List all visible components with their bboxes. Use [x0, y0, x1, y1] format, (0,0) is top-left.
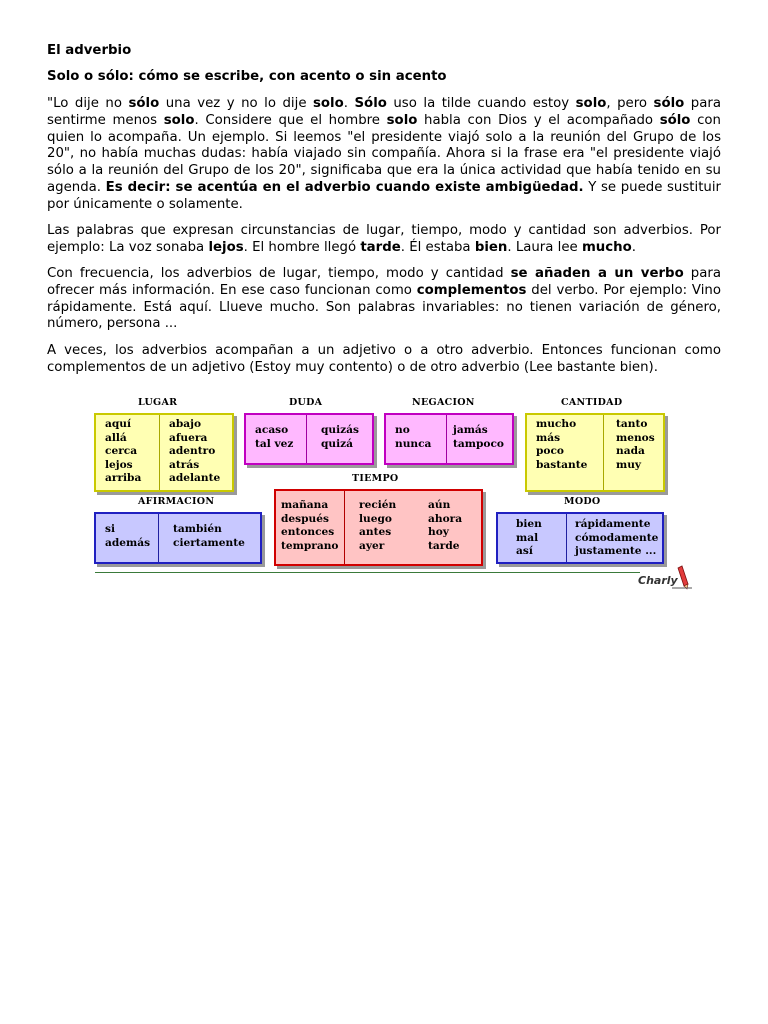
- paragraph-solo: [47, 96, 721, 214]
- adverb: tampoco: [453, 437, 504, 450]
- text: . El hombre llegó: [243, 239, 361, 255]
- afirmacion-label: AFIRMACION: [138, 496, 215, 507]
- adverb: así: [516, 545, 533, 558]
- adverb: más: [536, 431, 561, 444]
- text: Y se puede sustituir por únicamente o solamente.: [47, 179, 721, 212]
- adverb: cerca: [105, 445, 138, 458]
- bold-word: sólo: [653, 96, 685, 111]
- adverb: no: [395, 424, 410, 436]
- adverb: atrás: [169, 458, 200, 471]
- text: "Lo dije no: [47, 96, 129, 111]
- paragraph-adjectives: A veces, los adverbios acompañan a un adjetivo o a otro adverbio. Entonces funcionan como complementos de un adjetivo (Estoy muy contento) o de otro adverbio (Lee bastante bien).: [47, 343, 721, 375]
- duda-col-2: [306, 415, 372, 463]
- modo-col-2: [566, 514, 662, 562]
- paragraph-definition: [47, 223, 721, 257]
- afirmacion-col-1: [96, 514, 158, 562]
- adverb: aquí: [105, 418, 131, 430]
- cantidad-label: CANTIDAD: [561, 397, 623, 408]
- text: del verbo. Por ejemplo: Vino rápidamente. Está aquí. Llueve mucho. Son palabras invariables: no tienen variación de género, número, persona ...: [47, 282, 721, 332]
- lugar-label: LUGAR: [138, 397, 178, 408]
- adverb: si: [105, 523, 115, 535]
- text: , pero: [606, 96, 654, 111]
- cantidad-box: [525, 413, 665, 492]
- adverb: bastante: [536, 458, 588, 471]
- adverb: tarde: [428, 539, 460, 552]
- adverb: además: [105, 536, 151, 549]
- adverb: quizá: [321, 437, 354, 450]
- page-title: El adverbio: [47, 43, 132, 58]
- negacion-box: [384, 413, 514, 465]
- bold-word: solo: [386, 112, 418, 128]
- adverb: arriba: [105, 472, 142, 485]
- cantidad-col-1: [527, 415, 603, 490]
- lugar-col-2: [159, 415, 232, 490]
- adverb: adelante: [169, 472, 221, 485]
- adverb: bien: [516, 518, 542, 530]
- tiempo-col-2: [344, 491, 412, 564]
- adverb: ayer: [359, 539, 385, 552]
- bold-word: bien: [474, 239, 508, 255]
- negacion-col-1: [386, 415, 446, 463]
- bold-word: sólo: [128, 96, 160, 111]
- tiempo-label: TIEMPO: [352, 473, 399, 484]
- adverb: aún: [428, 499, 451, 511]
- bold-word: solo: [163, 112, 195, 128]
- adverb: rápidamente: [575, 518, 651, 530]
- adverb: ciertamente: [173, 536, 245, 549]
- adverb: tal vez: [255, 437, 294, 450]
- duda-label: DUDA: [289, 397, 323, 408]
- section-title: Solo o sólo: cómo se escribe, con acento o sin acento: [47, 69, 447, 84]
- modo-box: [496, 512, 664, 564]
- bold-word: solo: [313, 96, 344, 111]
- bold-word: complementos: [416, 282, 527, 298]
- bold-word: lejos: [208, 239, 244, 255]
- cantidad-col-2: [603, 415, 663, 490]
- text: Con frecuencia, los adverbios de lugar, tiempo, modo y cantidad: [47, 266, 511, 281]
- adverb: hoy: [428, 526, 449, 539]
- modo-label: MODO: [564, 496, 601, 507]
- adverb: allá: [105, 431, 127, 444]
- adverb: nunca: [395, 437, 432, 450]
- adverb: mañana: [281, 499, 329, 511]
- text: . Considere que el hombre: [194, 112, 387, 128]
- adverb: después: [281, 512, 329, 525]
- adverb: quizás: [321, 424, 359, 436]
- adverb: mucho: [536, 418, 577, 430]
- adverb: adentro: [169, 445, 216, 458]
- text: .: [343, 96, 355, 111]
- afirmacion-box: [94, 512, 262, 564]
- adverb-types-diagram: [88, 392, 692, 592]
- text: . Laura lee: [507, 239, 582, 255]
- text: habla con Dios y el acompañado: [417, 112, 660, 128]
- duda-col-1: [246, 415, 306, 463]
- adverb: temprano: [281, 539, 339, 552]
- adverb: antes: [359, 526, 392, 539]
- adverb: abajo: [169, 418, 202, 430]
- adverb: ahora: [428, 512, 463, 525]
- tiempo-col-1: [276, 491, 344, 564]
- duda-box: [244, 413, 374, 465]
- adverb: menos: [616, 431, 655, 444]
- divider-line: [95, 572, 640, 573]
- modo-col-1: [498, 514, 566, 562]
- charly-logo: [638, 564, 692, 592]
- adverb: también: [173, 523, 222, 535]
- text: Las palabras que expresan circunstancias de lugar, tiempo, modo y cantidad son adverbios. Por ejemplo: La voz sonaba: [47, 223, 721, 255]
- adverb: recién: [359, 499, 397, 511]
- text: . Él estaba: [400, 239, 475, 255]
- bold-phrase: se añaden a un verbo: [510, 266, 684, 281]
- text: con quien lo acompaña. Un ejemplo. Si leemos "el presidente viajó solo a la reunión del Grupo de los 20", no había muchas dudas: había viajado sin compañía. Ahora si la frase era "el presidente viajó sólo a la reunión del Grupo de los 20", significaba que era la única actividad que había tenido en su agenda.: [47, 112, 721, 195]
- adverb: acaso: [255, 424, 289, 436]
- adverb: luego: [359, 512, 392, 525]
- text: uso la tilde cuando estoy: [386, 96, 576, 111]
- adverb: jamás: [453, 424, 488, 436]
- adverb: entonces: [281, 526, 335, 539]
- tiempo-box: [274, 489, 483, 566]
- bold-word: tarde: [360, 239, 401, 255]
- negacion-label: NEGACION: [412, 397, 475, 408]
- lugar-col-1: [96, 415, 159, 490]
- text: para ofrecer más información. En ese caso funcionan como: [47, 266, 721, 298]
- bold-word: sólo: [659, 112, 691, 128]
- adverb: poco: [536, 445, 564, 458]
- adverb: cómodamente: [575, 531, 659, 544]
- tiempo-col-3: [412, 491, 481, 564]
- paragraph-verbs: [47, 266, 721, 333]
- bold-word: Sólo: [354, 96, 387, 111]
- text: para sentirme menos: [47, 96, 721, 128]
- adverb: afuera: [169, 431, 208, 444]
- adverb: justamente ...: [575, 545, 657, 558]
- text: una vez y no lo dije: [159, 96, 313, 111]
- logo-text: Charly: [638, 574, 678, 587]
- pencil-icon: [672, 564, 692, 590]
- adverb: mal: [516, 531, 539, 544]
- adverb: tanto: [616, 418, 648, 430]
- bold-rule: Es decir: se acentúa en el adverbio cuando existe ambigüedad.: [105, 179, 584, 195]
- negacion-col-2: [446, 415, 512, 463]
- bold-word: mucho: [581, 239, 632, 255]
- text: .: [631, 239, 636, 255]
- afirmacion-col-2: [158, 514, 260, 562]
- adverb: muy: [616, 458, 642, 471]
- bold-word: solo: [575, 96, 607, 111]
- lugar-box: [94, 413, 234, 492]
- adverb: lejos: [105, 458, 133, 471]
- adverb: nada: [616, 445, 645, 458]
